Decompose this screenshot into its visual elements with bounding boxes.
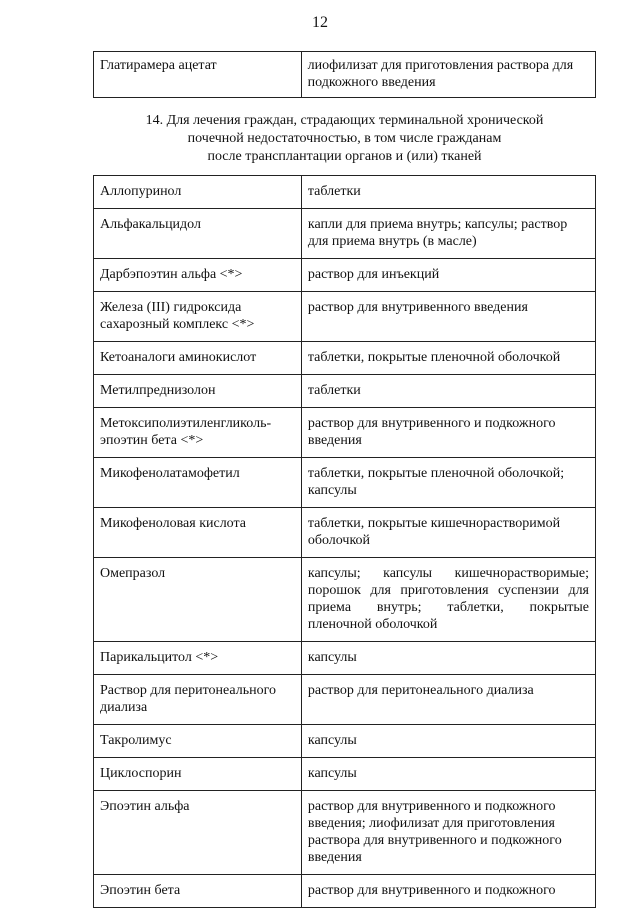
drug-name-cell: Омепразол [94,558,302,642]
table-row [94,52,596,98]
table-row [94,875,596,908]
dosage-form-cell: таблетки, покрытые пленочной оболочкой; капсулы [301,458,595,508]
table-row [94,508,596,558]
dosage-form-cell: таблетки [301,375,595,408]
table-row [94,408,596,458]
drug-name-cell: Такролимус [94,725,302,758]
drug-name-cell: Дарбэпоэтин альфа <*> [94,259,302,292]
drug-name-cell: Эпоэтин альфа [94,791,302,875]
table-row [94,259,596,292]
dosage-form-cell: таблетки, покрытые пленочной оболочкой [301,342,595,375]
drug-name-cell: Раствор для перитонеального диализа [94,675,302,725]
table-row [94,642,596,675]
drug-table-continued [93,51,596,98]
dosage-form-cell: раствор для перитонеального диализа [301,675,595,725]
table-row [94,209,596,259]
section-heading [93,112,596,166]
table-row [94,458,596,508]
dosage-form-cell: раствор для внутривенного и подкожного [301,875,595,908]
table-row [94,725,596,758]
dosage-form-cell: раствор для внутривенного и подкожного введения [301,408,595,458]
dosage-form-cell: таблетки [301,176,595,209]
drug-name-cell: Микофенолатамофетил [94,458,302,508]
dosage-form-cell: капсулы [301,725,595,758]
table-row [94,176,596,209]
dosage-form-cell: раствор для внутривенного введения [301,292,595,342]
dosage-form-cell: капсулы; капсулы кишечнорастворимые; порошок для приготовления суспензии для приема внутрь; таблетки, покрытые пленочной оболочкой [301,558,595,642]
drug-name-cell: Метоксиполиэтиленгликоль-эпоэтин бета <*> [94,408,302,458]
table-row [94,791,596,875]
drug-name-cell: Железа (III) гидроксида сахарозный комплекс <*> [94,292,302,342]
dosage-form-cell: раствор для внутривенного и подкожного введения; лиофилизат для приготовления раствора для внутривенного и подкожного введения [301,791,595,875]
dosage-form-cell: капли для приема внутрь; капсулы; раствор для приема внутрь (в масле) [301,209,595,259]
table-row [94,342,596,375]
drug-table-renal-failure [93,175,596,908]
table-row [94,375,596,408]
table-row [94,758,596,791]
dosage-form-cell: капсулы [301,642,595,675]
drug-name-cell: Циклоспорин [94,758,302,791]
dosage-form-cell: капсулы [301,758,595,791]
table-row [94,292,596,342]
drug-name-cell: Альфакальцидол [94,209,302,259]
drug-name-cell: Эпоэтин бета [94,875,302,908]
drug-name-cell: Кетоаналоги аминокислот [94,342,302,375]
dosage-form-cell: лиофилизат для приготовления раствора для подкожного введения [301,52,595,98]
drug-name-cell: Метилпреднизолон [94,375,302,408]
section-heading-line: после трансплантации органов и (или) тканей [207,149,482,164]
drug-name-cell: Глатирамера ацетат [94,52,302,98]
dosage-form-cell: таблетки, покрытые кишечнорастворимой оболочкой [301,508,595,558]
drug-name-cell: Микофеноловая кислота [94,508,302,558]
drug-name-cell: Парикальцитол <*> [94,642,302,675]
section-heading-line: 14. Для лечения граждан, страдающих терминальной хронической [145,113,544,128]
page-number: 12 [312,14,328,31]
dosage-form-cell: раствор для инъекций [301,259,595,292]
table-row [94,558,596,642]
table-row [94,675,596,725]
section-heading-line: почечной недостаточностью, в том числе гражданам [187,131,502,146]
drug-name-cell: Аллопуринол [94,176,302,209]
